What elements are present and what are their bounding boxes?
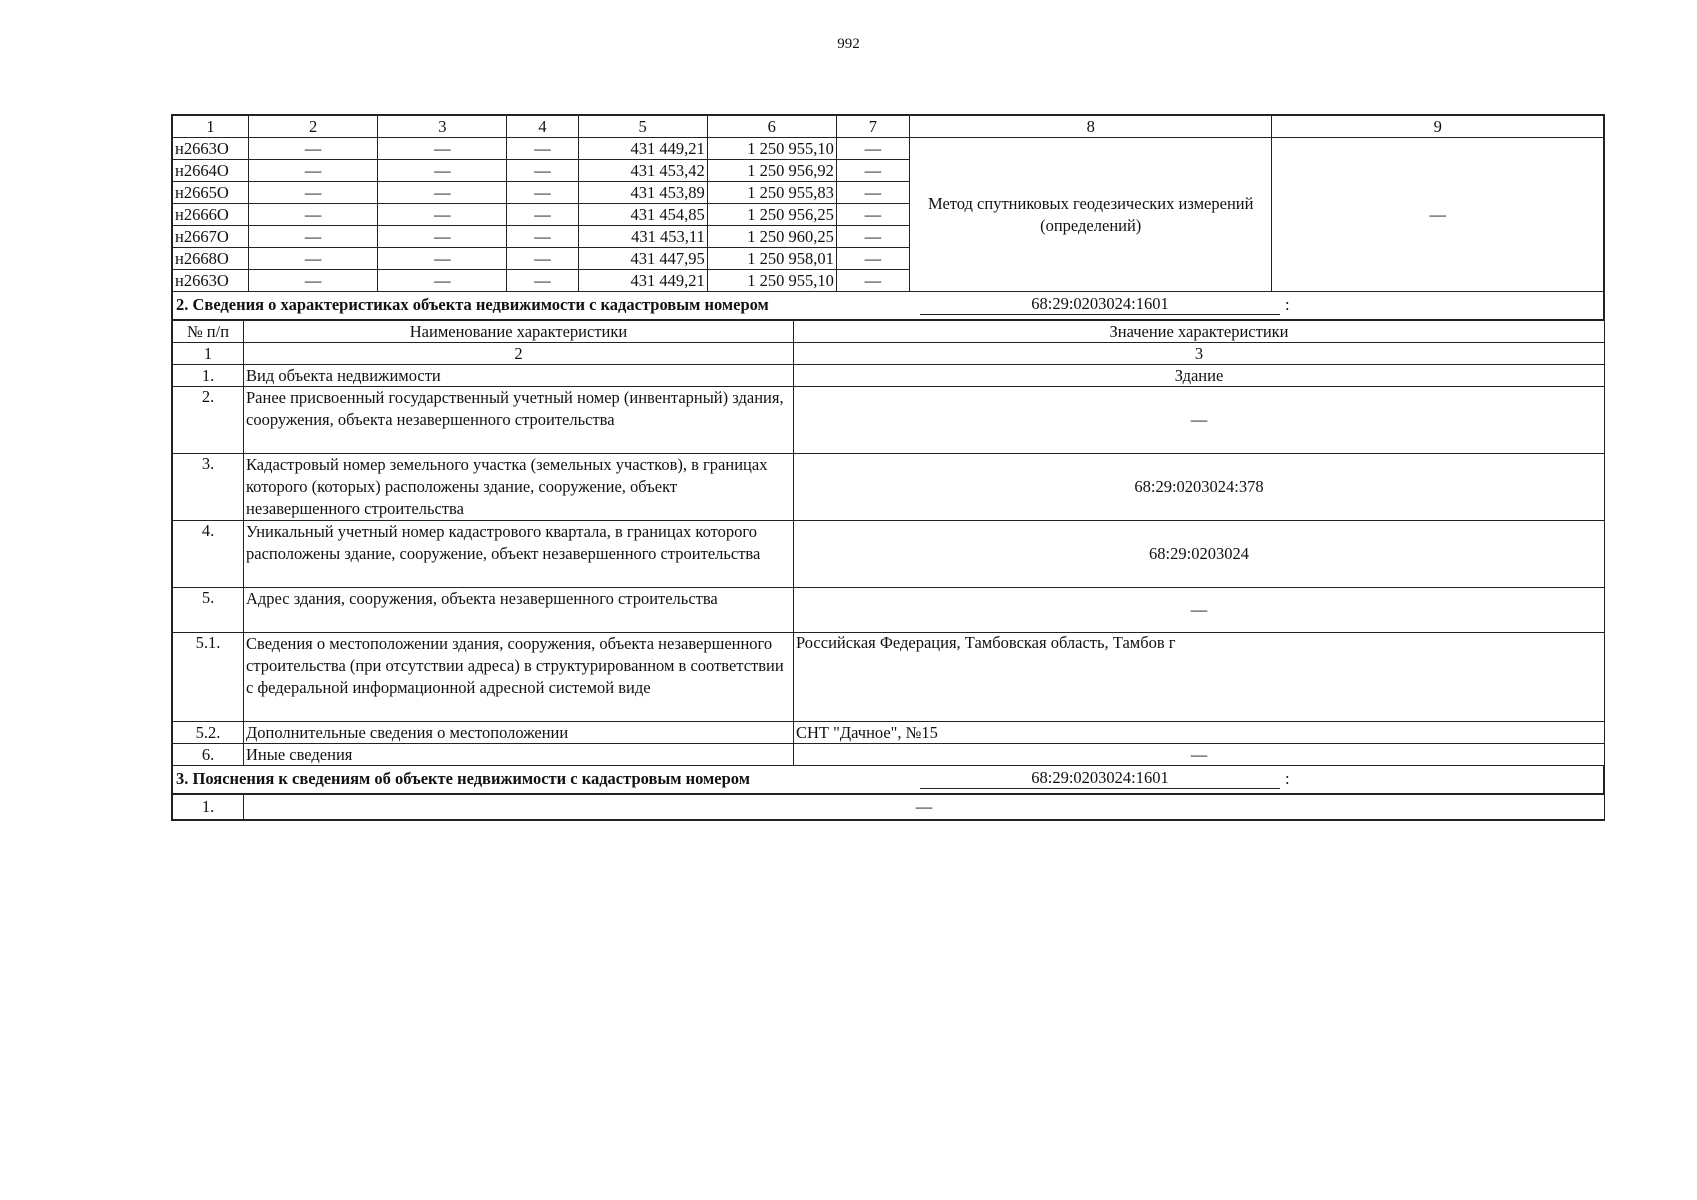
coords-header-cell: 7 [836,116,909,138]
coords-header-cell: 8 [909,116,1272,138]
coords-row [173,138,1604,160]
row-value: Российская Федерация, Тамбовская область, Тамбов г [794,633,1605,722]
coords-header-cell: 6 [707,116,836,138]
row-value: СНТ "Дачное", №15 [794,722,1605,744]
coords-cell: — [378,160,507,182]
coords-cell: — [249,226,378,248]
point-name: н2667О [173,226,249,248]
section-2-colon: : [1285,295,1290,314]
coords-cell: — [507,160,578,182]
coords-header-cell: 4 [507,116,578,138]
point-name: н2664О [173,160,249,182]
row-name: Кадастровый номер земельного участка (земельных участков), в границах которого (которых) расположены здание, сооружение, объект незавершенного строительства [244,454,794,521]
coords-cell: — [378,270,507,292]
header-num: № п/п [173,321,244,343]
section-3-title: 3. Пояснения к сведениям об объекте недвижимости с кадастровым номером [176,769,750,788]
subheader-num: 1 [173,343,244,365]
coords-cell: — [507,182,578,204]
row-name: Сведения о местоположении здания, сооружения, объекта незавершенного строительства (при отсутствии адреса) в структурированном в соответствии с федеральной информационной адресной системой виде [244,633,794,722]
coord-x: 431 449,21 [578,270,707,292]
coords-cell: — [507,270,578,292]
coordinates-table [172,115,1604,292]
row-value: — [794,588,1605,633]
row-name: Иные сведения [244,744,794,766]
coords-header-cell: 2 [249,116,378,138]
coords-cell: — [507,226,578,248]
coords-cell: — [836,204,909,226]
coord-x: 431 453,89 [578,182,707,204]
subheader-name: 2 [244,343,794,365]
row-name: Адрес здания, сооружения, объекта незавершенного строительства [244,588,794,633]
coord-x: 431 453,11 [578,226,707,248]
subheader-value: 3 [794,343,1605,365]
coords-cell: — [507,248,578,270]
row-num: 5.2. [173,722,244,744]
coords-cell: — [836,226,909,248]
coord-x: 431 454,85 [578,204,707,226]
coord-x: 431 449,21 [578,138,707,160]
row-name: Уникальный учетный номер кадастрового квартала, в границах которого расположены здание, сооружение, объект незавершенного строительства [244,521,794,588]
coords-cell: — [249,204,378,226]
coords-cell: — [836,182,909,204]
characteristic-row [173,521,1605,588]
row-num: 2. [173,387,244,454]
characteristic-row [173,365,1605,387]
col9-cell: — [1272,138,1604,292]
coords-cell: — [378,204,507,226]
coord-x: 431 453,42 [578,160,707,182]
characteristics-table [172,320,1605,766]
point-name: н2665О [173,182,249,204]
coords-cell: — [378,226,507,248]
row-num: 1. [173,365,244,387]
row-value: 68:29:0203024:378 [794,454,1605,521]
row-num: 5. [173,588,244,633]
coords-header-cell: 1 [173,116,249,138]
characteristics-subheader-row [173,343,1605,365]
row-name: Дополнительные сведения о местоположении [244,722,794,744]
coords-cell: — [249,160,378,182]
coords-header-cell: 5 [578,116,707,138]
row-name: Вид объекта недвижимости [244,365,794,387]
coords-cell: — [836,248,909,270]
characteristic-row [173,588,1605,633]
row-num: 5.1. [173,633,244,722]
coord-y: 1 250 955,10 [707,270,836,292]
row-value: 68:29:0203024 [794,521,1605,588]
section-3-cadastral-number: 68:29:0203024:1601 [920,768,1280,789]
characteristic-row [173,633,1605,722]
coords-cell: — [378,182,507,204]
coords-cell: — [378,248,507,270]
row-num: 1. [173,795,244,821]
row-value: — [244,795,1605,821]
row-num: 3. [173,454,244,521]
header-value: Значение характеристики [794,321,1605,343]
characteristic-row [173,744,1605,766]
characteristic-row [173,722,1605,744]
row-num: 6. [173,744,244,766]
coords-cell: — [249,270,378,292]
row-value: — [794,387,1605,454]
point-name: н2668О [173,248,249,270]
explanations-table [172,794,1605,821]
row-value: Здание [794,365,1605,387]
coord-y: 1 250 956,92 [707,160,836,182]
coords-header-row [173,116,1604,138]
coords-cell: — [507,138,578,160]
coord-y: 1 250 955,83 [707,182,836,204]
page-number: 992 [837,36,860,52]
coord-x: 431 447,95 [578,248,707,270]
row-value: — [794,744,1605,766]
characteristic-row [173,387,1605,454]
point-name: н2666О [173,204,249,226]
characteristics-header-row [173,321,1605,343]
coords-cell: — [249,138,378,160]
coords-header-cell: 3 [378,116,507,138]
point-name: н2663О [173,138,249,160]
coord-y: 1 250 955,10 [707,138,836,160]
coord-y: 1 250 960,25 [707,226,836,248]
cadastral-document [171,114,1605,821]
method-cell: Метод спутниковых геодезических измерений (определений) [909,138,1272,292]
row-num: 4. [173,521,244,588]
section-3-colon: : [1285,769,1290,788]
coord-y: 1 250 958,01 [707,248,836,270]
section-2-cadastral-number: 68:29:0203024:1601 [920,294,1280,315]
coords-cell: — [507,204,578,226]
point-name: н2663О [173,270,249,292]
row-name: Ранее присвоенный государственный учетный номер (инвентарный) здания, сооружения, объекта незавершенного строительства [244,387,794,454]
coords-cell: — [836,270,909,292]
coords-cell: — [249,182,378,204]
coords-cell: — [378,138,507,160]
coord-y: 1 250 956,25 [707,204,836,226]
section-3-heading [172,766,1604,794]
header-name: Наименование характеристики [244,321,794,343]
coords-cell: — [836,160,909,182]
coords-cell: — [836,138,909,160]
section-2-title: 2. Сведения о характеристиках объекта недвижимости с кадастровым номером [176,295,769,314]
coords-header-cell: 9 [1272,116,1604,138]
characteristic-row [173,454,1605,521]
coords-cell: — [249,248,378,270]
section-2-heading [172,292,1604,320]
explanation-row [173,795,1605,821]
